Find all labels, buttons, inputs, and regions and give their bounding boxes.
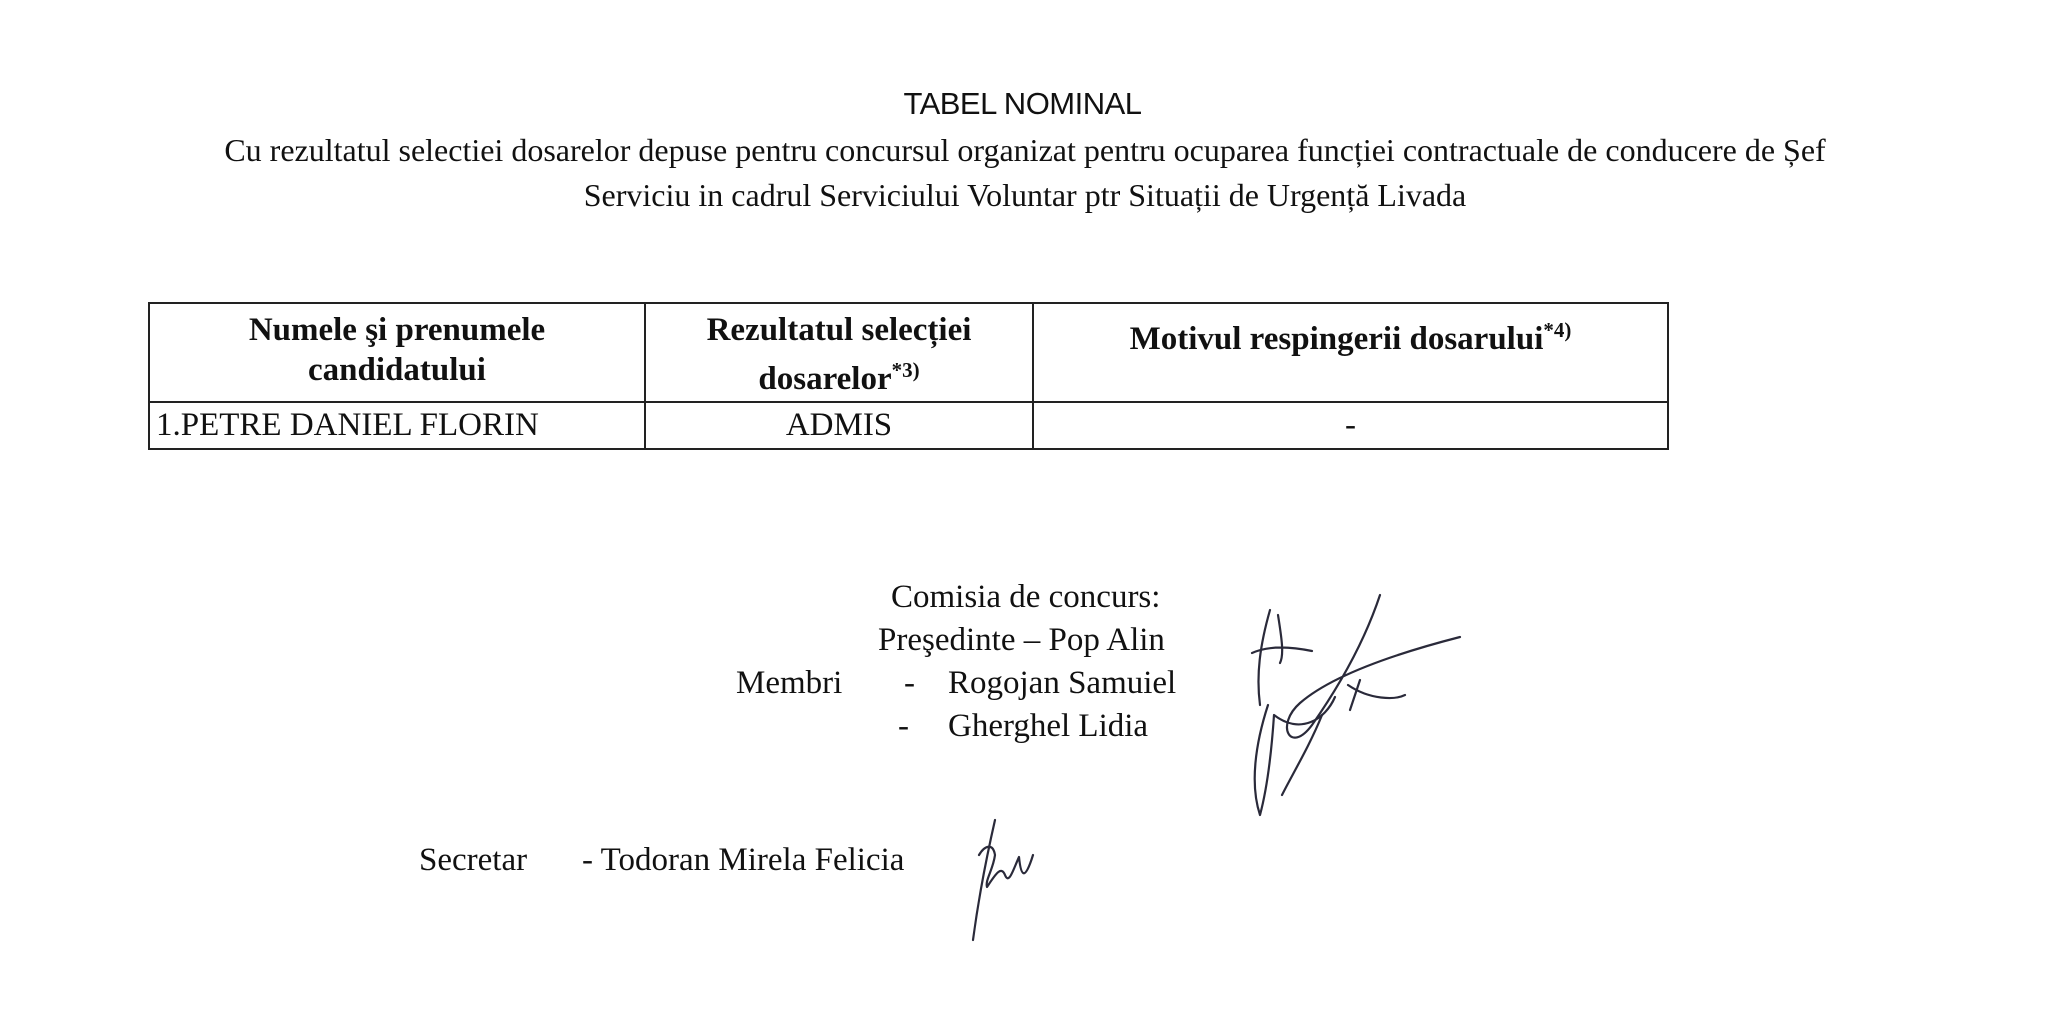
document-title: TABEL NOMINAL (903, 86, 1142, 121)
commission-member-2: Gherghel Lidia (948, 708, 1149, 744)
secretary-label: Secretar (419, 842, 528, 878)
candidate-name-cell: 1.PETRE DANIEL FLORIN (149, 402, 645, 449)
header-selection-result (645, 303, 1033, 402)
document-subtitle: Cu rezultatul selectiei dosarelor depuse pentru concursul organizat pentru ocuparea funcției contractuale de conducere de Șef Serviciu in cadrul Serviciului Voluntar ptr Situații de Urgență Livada (224, 132, 1826, 213)
header-rejection-reason (1033, 303, 1668, 402)
commission-president: Preşedinte – Pop Alin (878, 622, 1165, 658)
header-selection-result-text: Rezultatul selecției dosarelor (706, 312, 972, 397)
footnote-ref-4: *4) (1543, 318, 1572, 342)
results-table (148, 302, 1669, 450)
header-candidate-name (149, 303, 645, 402)
table-header-row (149, 303, 1668, 402)
header-rejection-reason-text: Motivul respingerii dosarului (1129, 321, 1544, 357)
rejection-reason-cell: - (1033, 402, 1668, 449)
secretary-signature (965, 815, 1045, 945)
secretary-name: - Todoran Mirela Felicia (582, 842, 905, 878)
header-candidate-name-text: Numele şi prenumele candidatului (248, 312, 546, 388)
commission-heading: Comisia de concurs: (891, 579, 1161, 615)
commission-member-1: Rogojan Samuiel (948, 665, 1177, 701)
member-dash-2: - (898, 708, 909, 744)
commission-signatures (1230, 585, 1490, 825)
member-dash-1: - (904, 665, 915, 701)
footnote-ref-3: *3) (891, 358, 920, 382)
members-label: Membri (736, 665, 843, 701)
table-row (149, 402, 1668, 449)
selection-result-cell: ADMIS (645, 402, 1033, 449)
